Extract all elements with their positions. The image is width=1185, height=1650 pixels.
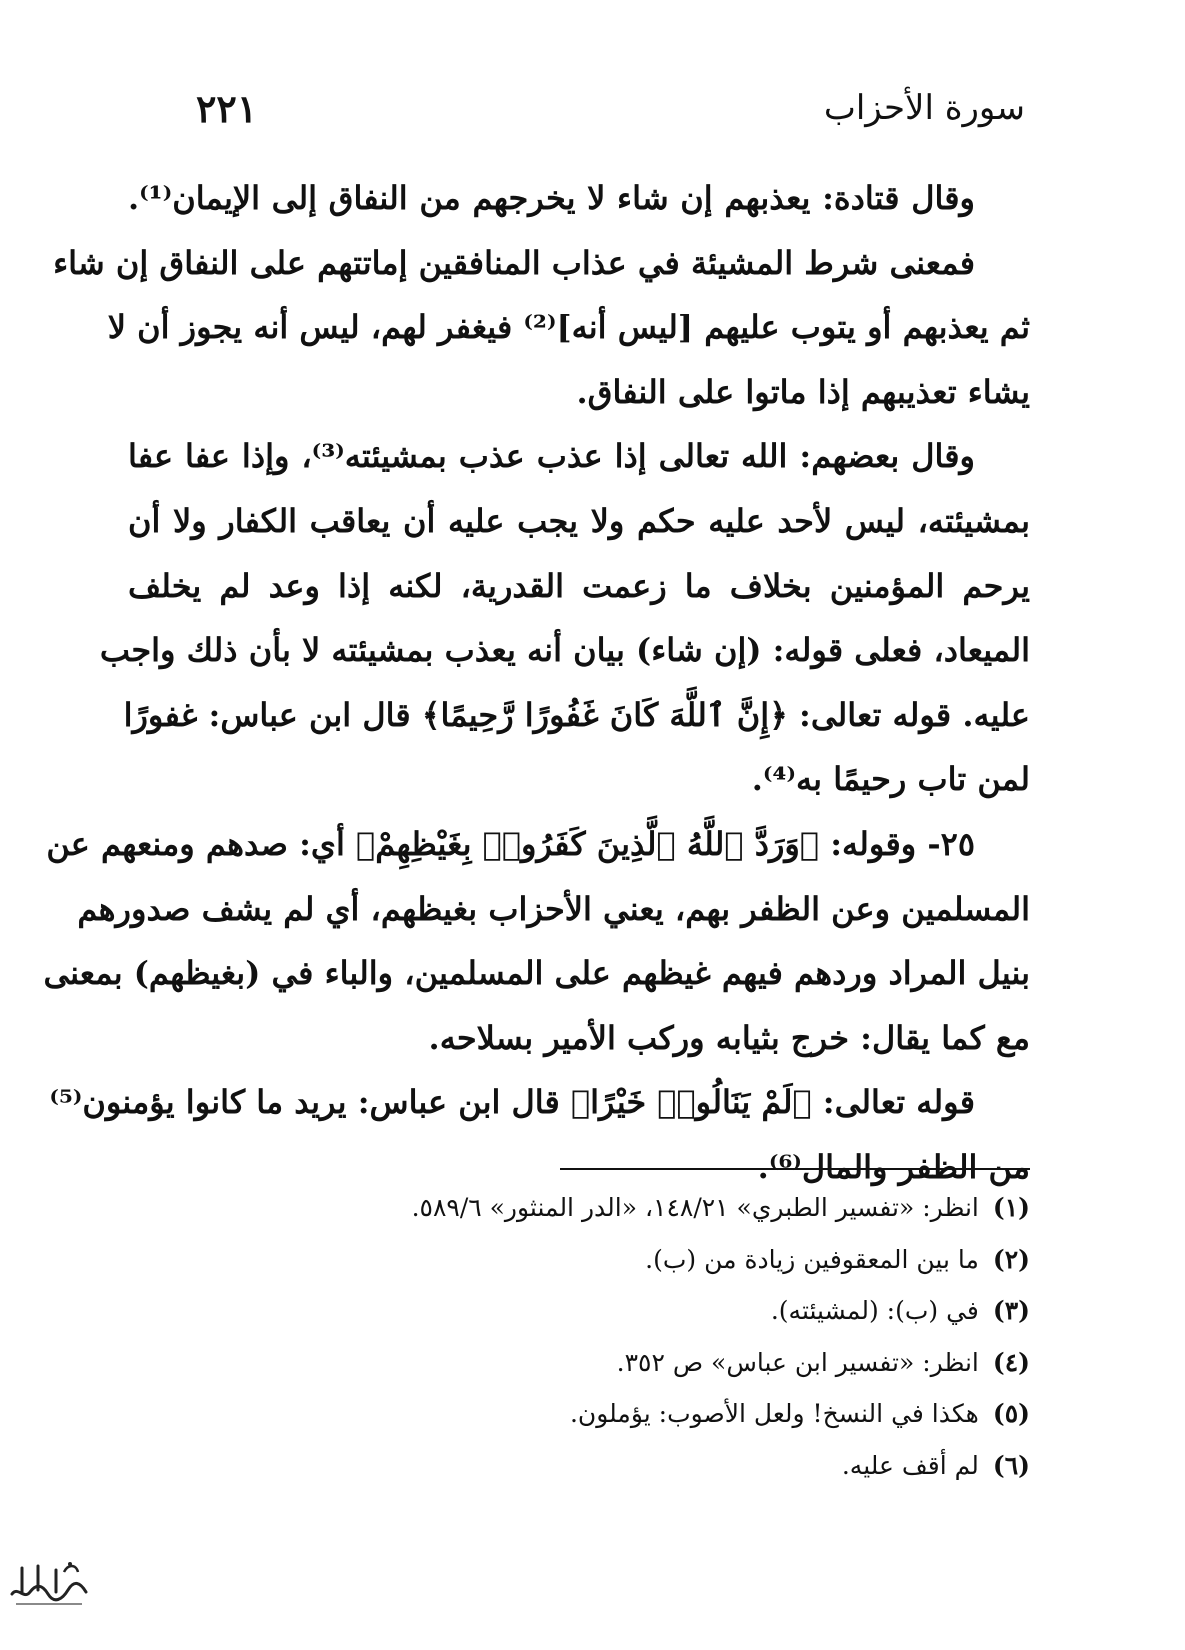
page-header: [0, 86, 1185, 146]
text-line: ٢٥- وقوله: ﴿وَرَدَّ ٱللَّهُ ٱلَّذِينَ كَفَرُوا۟ بِغَيْظِهِمْ﴾ أي: صدهم ومنعهم عن: [46, 824, 975, 863]
footnotes: [300, 1182, 1030, 1491]
footnote-text: في (ب): (لمشيئته).: [770, 1296, 979, 1325]
footnote-text: انظر: «تفسير ابن عباس» ص ٣٥٢.: [616, 1347, 979, 1377]
footnote-item: [300, 1388, 1030, 1440]
footnote-item: [300, 1440, 1030, 1492]
footnote-number: (١): [992, 1193, 1030, 1222]
text-line: عليه. قوله تعالى: ﴿إِنَّ ٱللَّهَ كَانَ غَفُورًا رَّحِيمًا﴾ قال ابن عباس: غفورًا: [123, 695, 1030, 734]
publisher-logo-icon: [8, 1556, 90, 1612]
text-line: يرحم المؤمنين بخلاف ما زعمت القدرية، لكنه إذا وعد لم يخلف: [128, 566, 1030, 605]
text-line: من الظفر والمال⁽⁶⁾.: [757, 1147, 1030, 1186]
text-line: قوله تعالى: ﴿لَمْ يَنَالُوا۟ خَيْرًا﴾ قال ابن عباس: يريد ما كانوا يؤمنون⁽⁵⁾: [49, 1083, 975, 1122]
text-line: مع كما يقال: خرج بثيابه وركب الأمير بسلاحه.: [428, 1018, 1030, 1057]
text-line: ثم يعذبهم أو يتوب عليهم [ليس أنه]⁽²⁾ فيغفر لهم، ليس أنه يجوز أن لا: [107, 308, 1030, 347]
footnote-text: هكذا في النسخ! ولعل الأصوب: يؤملون.: [569, 1399, 979, 1428]
text-line: يشاء تعذيبهم إذا ماتوا على النفاق.: [576, 372, 1030, 411]
page-number: ٢٢١: [196, 86, 258, 131]
surah-title: سورة الأحزاب: [823, 88, 1025, 128]
text-line: لمن تاب رحيمًا به⁽⁴⁾.: [751, 760, 1030, 799]
footnote-number: (٤): [992, 1347, 1030, 1377]
footnote-item: [300, 1285, 1030, 1337]
text-line: وقال بعضهم: الله تعالى إذا عذب عذب بمشيئته⁽³⁾، وإذا عفا عفا: [128, 437, 976, 476]
footnote-number: (٣): [992, 1296, 1030, 1325]
footnote-number: (٥): [992, 1399, 1030, 1428]
footnote-number: (٢): [992, 1244, 1030, 1274]
footnote-item: [300, 1234, 1030, 1286]
footnote-text: انظر: «تفسير الطبري» ١٤٨/٢١، «الدر المنثور» ٥٨٩/٦.: [411, 1193, 979, 1222]
text-line: وقال قتادة: يعذبهم إن شاء لا يخرجهم من النفاق إلى الإيمان⁽¹⁾.: [128, 179, 975, 217]
text-line: المسلمين وعن الظفر بهم، يعني الأحزاب بغيظهم، أي لم يشف صدورهم: [77, 889, 1030, 928]
footnote-text: ما بين المعقوفين زيادة من (ب).: [645, 1244, 979, 1274]
footnote-number: (٦): [992, 1450, 1030, 1480]
footnote-text: لم أقف عليه.: [841, 1450, 979, 1480]
footnote-item: [300, 1182, 1030, 1234]
main-text: [43, 166, 1030, 1200]
footnote-item: [300, 1337, 1030, 1389]
text-line: بمشيئته، ليس لأحد عليه حكم ولا يجب عليه أن يعاقب الكفار ولا أن: [128, 501, 1030, 540]
text-line: بنيل المراد وردهم فيهم غيظهم على المسلمين، والباء في (بغيظهم) بمعنى: [43, 954, 1030, 993]
footnote-separator: [560, 1168, 1030, 1170]
text-line: الميعاد، فعلى قوله: (إن شاء) بيان أنه يعذب بمشيئته لا بأن ذلك واجب: [99, 631, 1030, 670]
text-line: فمعنى شرط المشيئة في عذاب المنافقين إماتتهم على النفاق إن شاء: [53, 243, 975, 282]
